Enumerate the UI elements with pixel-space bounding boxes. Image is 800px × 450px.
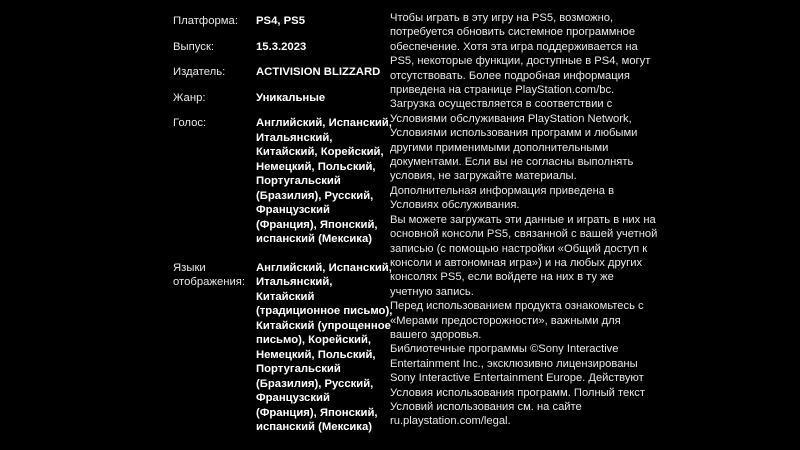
genre-label: Жанр:	[173, 91, 206, 104]
release-label: Выпуск:	[173, 40, 215, 53]
publisher-row	[173, 65, 393, 80]
genre-row	[173, 91, 393, 106]
game-details	[173, 14, 393, 446]
platform-value: PS4, PS5	[256, 15, 305, 27]
legal-paragraph-copyright: Библиотечные программы ©Sony Interactive Entertainment Inc., эксклюзивно лицензированы Sony Interactive Entertainment Europe. Действуют Условия использования программ. Полный текст Условий использования см. на сайте ru.playstation.com/legal.	[390, 343, 645, 428]
release-value: 15.3.2023	[256, 40, 307, 53]
legal-paragraph-console-sharing: Вы можете загружать эти данные и играть в них на основной консоли PS5, связанной с вашей учетной записью (с помощью настройки «Общий доступ к консоли и автономная игра») и на любых других консолях PS5, если войдете на них в ту же учетную запись.	[390, 213, 658, 298]
legal-paragraph-health-warning: Перед использованием продукта ознакомьтесь с «Мерами предосторожности», важными для вашего здоровья.	[390, 300, 644, 341]
release-row	[173, 40, 393, 55]
voice-row	[173, 116, 393, 247]
platform-row	[173, 14, 393, 29]
display-languages-value: Английский, Испанский, Итальянский, Китайский (традиционное письмо), Китайский (упрощенное письмо), Корейский, Немецкий, Польский, Португальский (Бразилия), Русский, Французский (Франция), Японский, испанский (Мексика)	[256, 261, 393, 433]
publisher-label: Издатель:	[173, 66, 226, 78]
publisher-value: ACTIVISION BLIZZARD	[256, 66, 381, 78]
voice-label: Голос:	[173, 117, 207, 129]
display-languages-label: Языки отображения:	[173, 261, 246, 288]
legal-text	[390, 11, 658, 429]
legal-paragraph-download-terms: Загрузка осуществляется в соответствии с Условиями обслуживания PlayStation Network, Условиями использования программ и любыми другими применимыми дополнительными документами. Если вы не согласны выполнять условия, не загружайте материалы. Дополнительная информация приведена в Условиях обслуживания.	[390, 98, 638, 212]
platform-label: Платформа:	[173, 15, 238, 27]
genre-value: Уникальные	[256, 91, 326, 104]
voice-value: Английский, Испанский, Итальянский, Китайский, Корейский, Немецкий, Польский, Португальский (Бразилия), Русский, Французский (Франция), Японский, испанский (Мексика)	[256, 117, 392, 245]
legal-paragraph-compatibility: Чтобы играть в эту игру на PS5, возможно, потребуется обновить системное программное обеспечение. Хотя эта игра поддерживается на PS5, некоторые функции, доступные в PS4, могут отсутствовать. Более подробная информация приведена на странице PlayStation.com/bc.	[390, 12, 651, 97]
display-languages-row	[173, 261, 393, 435]
